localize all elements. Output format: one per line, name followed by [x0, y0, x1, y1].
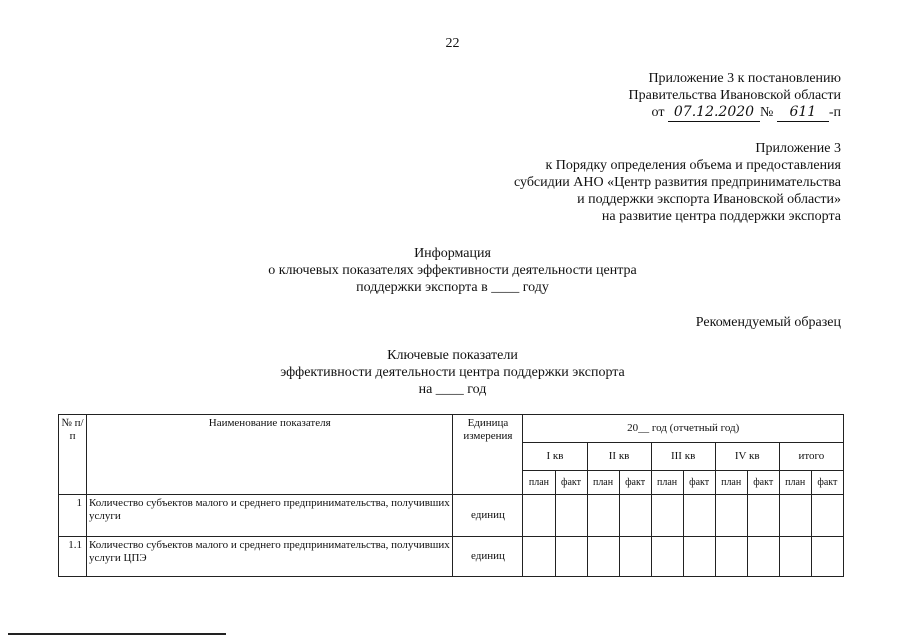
col-header-year: 20__ год (отчетный год) [523, 415, 844, 443]
handwritten-number: 611 [777, 104, 829, 122]
total-header: итого [779, 443, 843, 471]
appendix-header-line1: Приложение 3 к постановлению [648, 71, 841, 86]
value-cell[interactable] [555, 537, 587, 577]
value-cell[interactable] [651, 495, 683, 537]
value-cell[interactable] [619, 537, 651, 577]
value-cell[interactable] [619, 495, 651, 537]
value-cell[interactable] [747, 495, 779, 537]
fact-header: факт [683, 471, 715, 495]
table-title-line3: на ____ год [418, 382, 487, 397]
value-cell[interactable] [779, 495, 811, 537]
quarter-header: I кв [523, 443, 587, 471]
appendix-order-line5: на развитие центра поддержки экспорта [601, 209, 841, 224]
value-cell[interactable] [683, 537, 715, 577]
table-row [59, 537, 844, 577]
value-cell[interactable] [587, 495, 619, 537]
value-cell[interactable] [555, 495, 587, 537]
value-cell[interactable] [523, 537, 555, 577]
indicator-unit: единиц [453, 495, 523, 537]
number-suffix: -п [828, 105, 841, 120]
value-cell[interactable] [811, 495, 843, 537]
value-cell[interactable] [811, 537, 843, 577]
value-cell[interactable] [587, 537, 619, 577]
plan-header: план [587, 471, 619, 495]
value-cell[interactable] [651, 537, 683, 577]
value-cell[interactable] [715, 495, 747, 537]
plan-header: план [523, 471, 555, 495]
appendix-date-line [629, 104, 841, 122]
appendix-order-line1: Приложение 3 [755, 141, 841, 156]
indicator-name: Количество субъектов малого и среднего предпринимательства, получивших услуги [87, 495, 453, 537]
value-cell[interactable] [779, 537, 811, 577]
col-header-unit: Единица измерения [453, 415, 523, 495]
indicator-unit: единиц [453, 537, 523, 577]
fact-header: факт [747, 471, 779, 495]
info-title-line1: Информация [414, 246, 491, 261]
table-title [0, 347, 905, 398]
recommended-sample-label: Рекомендуемый образец [695, 315, 841, 330]
value-cell[interactable] [683, 495, 715, 537]
quarter-header: II кв [587, 443, 651, 471]
row-number: 1.1 [59, 537, 87, 577]
col-header-name: Наименование показателя [87, 415, 453, 495]
fact-header: факт [619, 471, 651, 495]
handwritten-date: 07.12.2020 [668, 104, 760, 122]
plan-header: план [651, 471, 683, 495]
number-sign: № [759, 105, 774, 120]
fact-header: факт [555, 471, 587, 495]
table-header-row [59, 415, 844, 443]
table-row [59, 495, 844, 537]
table-title-line2: эффективности деятельности центра поддержки экспорта [280, 365, 625, 380]
date-prefix: от [651, 105, 665, 120]
value-cell[interactable] [523, 495, 555, 537]
appendix-order [514, 140, 841, 225]
plan-header: план [715, 471, 747, 495]
footnote-divider [8, 633, 226, 635]
fact-header: факт [811, 471, 843, 495]
appendix-order-line2: к Порядку определения объема и предоставления [545, 158, 841, 173]
appendix-order-line3: субсидии АНО «Центр развития предпринимательства [513, 175, 841, 190]
info-title [0, 245, 905, 296]
row-number: 1 [59, 495, 87, 537]
appendix-header-line2: Правительства Ивановской области [628, 88, 841, 103]
value-cell[interactable] [747, 537, 779, 577]
plan-header: план [779, 471, 811, 495]
table-title-line1: Ключевые показатели [387, 348, 518, 363]
col-header-num: № п/п [59, 415, 87, 495]
indicator-name: Количество субъектов малого и среднего предпринимательства, получивших услуги ЦПЭ [87, 537, 453, 577]
quarter-header: III кв [651, 443, 715, 471]
info-title-line3: поддержки экспорта в ____ году [356, 280, 549, 295]
appendix-header [629, 70, 841, 122]
value-cell[interactable] [715, 537, 747, 577]
page-number: 22 [445, 36, 460, 51]
quarter-header: IV кв [715, 443, 779, 471]
info-title-line2: о ключевых показателях эффективности деятельности центра [268, 263, 637, 278]
indicators-table [58, 414, 844, 577]
appendix-order-line4: и поддержки экспорта Ивановской области» [577, 192, 841, 207]
